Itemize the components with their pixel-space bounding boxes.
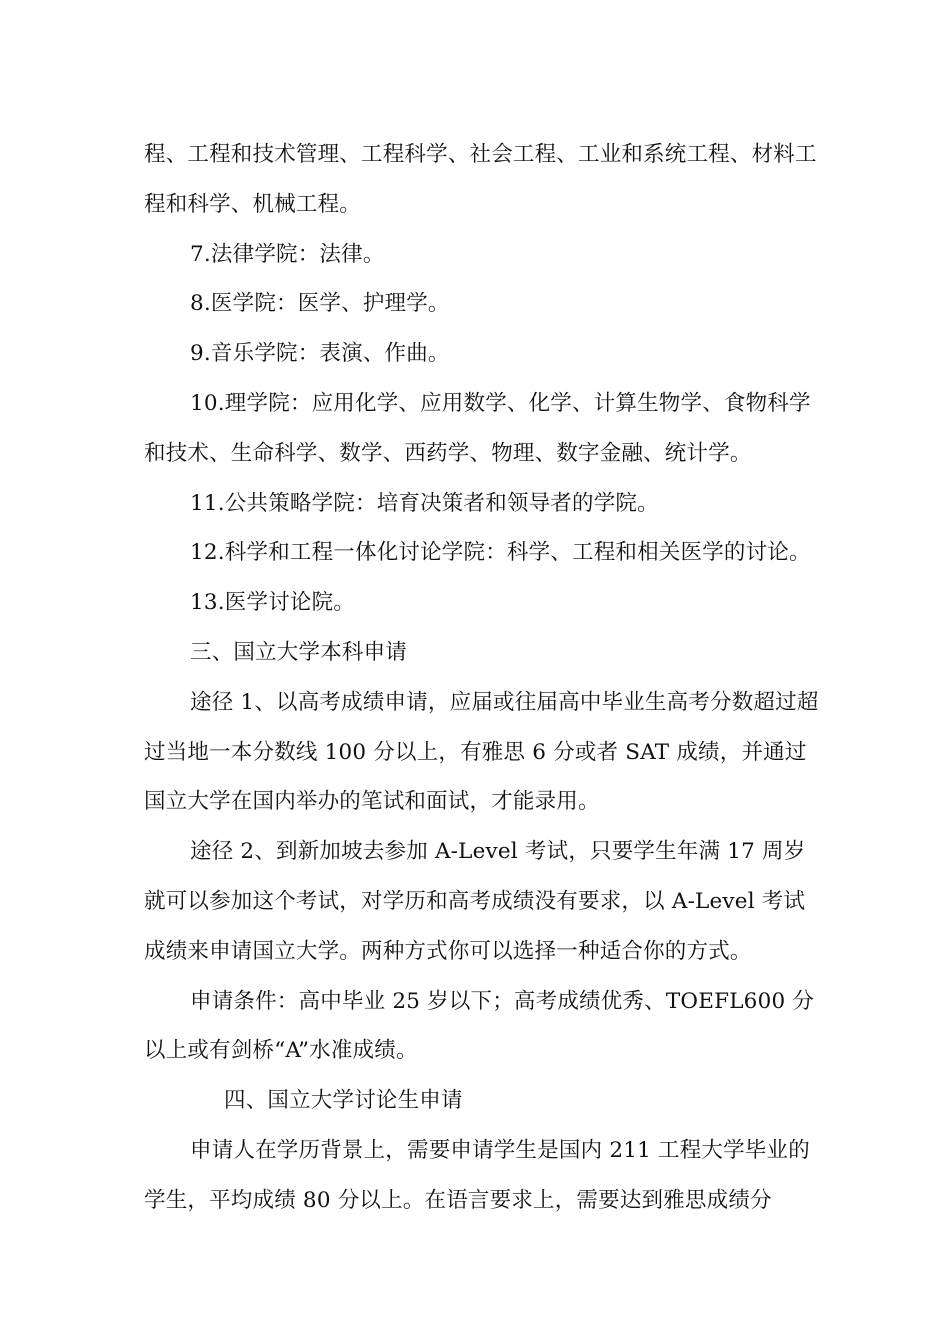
paragraph-route-1: 途径 1、以高考成绩申请，应届或往届高中毕业生高考分数超过超过当地一本分数线 100 分以上，有雅思 6 分或者 SAT 成绩，并通过国立大学在国内举办的笔试和面试，才能录用。: [144, 689, 819, 815]
list-item-medical-research: 13.医学讨论院。: [190, 590, 355, 616]
section-heading-undergraduate: 三、国立大学本科申请: [190, 639, 408, 665]
list-item-public-policy-school: 11.公共策略学院：培育决策者和领导者的学院。: [190, 490, 659, 516]
paragraph-route-2: 途径 2、到新加坡去参加 A-Level 考试，只要学生年满 17 周岁就可以参加这个考试，对学历和高考成绩没有要求，以 A-Level 考试成绩来申请国立大学。两种方式你可以选择一种适合你的方式。: [144, 839, 806, 964]
list-item-medical-school: 8.医学院：医学、护理学。: [190, 291, 450, 317]
list-item-science-school: 10.理学院：应用化学、应用数学、化学、计算生物学、食物科学和技术、生命科学、数学、西药学、物理、数字金融、统计学。: [144, 390, 811, 466]
list-item-law-school: 7.法律学院：法律。: [190, 241, 385, 267]
paragraph-conditions: 申请条件：高中毕业 25 岁以下；高考成绩优秀、TOEFL600 分以上或有剑桥“A”水准成绩。: [144, 988, 815, 1064]
list-item-music-school: 9.音乐学院：表演、作曲。: [190, 341, 450, 367]
paragraph-graduate: 申请人在学历背景上，需要申请学生是国内 211 工程大学毕业的学生，平均成绩 80 分以上。在语言要求上，需要达到雅思成绩分: [144, 1137, 810, 1213]
paragraph-engineering-continued: 程、工程和技术管理、工程科学、社会工程、工业和系统工程、材料工程和科学、机械工程。: [144, 142, 817, 217]
document-body: [144, 130, 824, 1226]
list-item-integrated-school: 12.科学和工程一体化讨论学院：科学、工程和相关医学的讨论。: [190, 540, 811, 566]
section-heading-graduate: 四、国立大学讨论生申请: [224, 1088, 463, 1114]
